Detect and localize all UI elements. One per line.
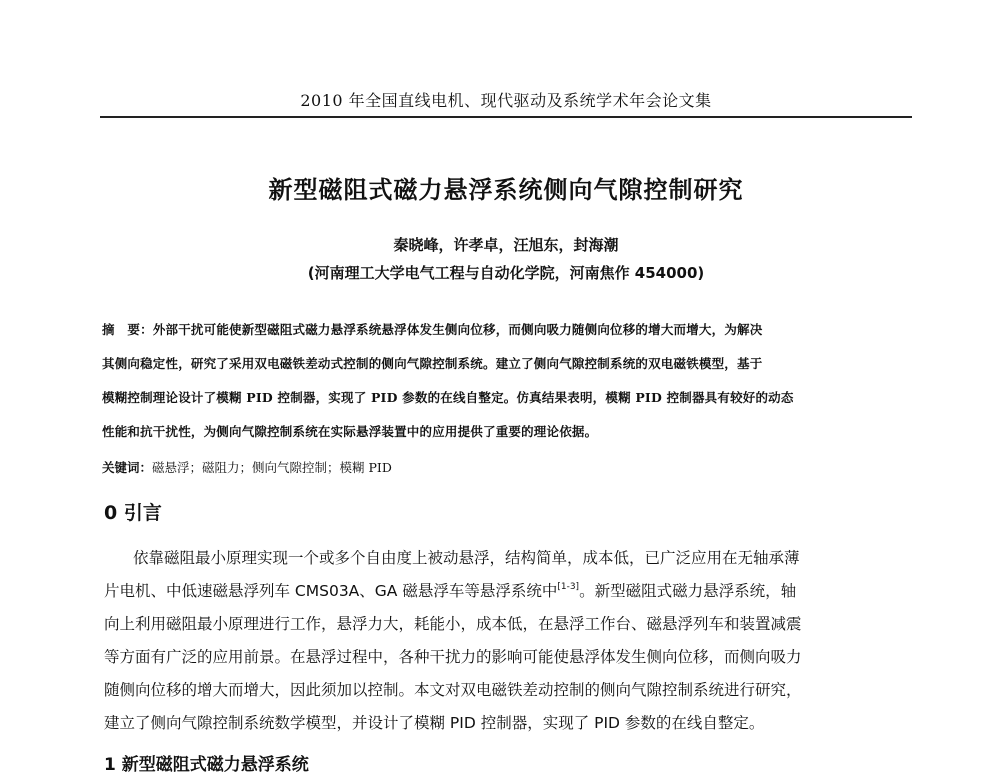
body-line: 等方面有广泛的应用前景。在悬浮过程中，各种干扰力的影响可能使悬浮体发生侧向位移，而侧向吸力 <box>104 648 802 666</box>
abstract-text: 外部干扰可能使新型磁阻式磁力悬浮系统悬浮体发生侧向位移，而侧向吸力随侧向位移的增大而增大，为解决 <box>152 322 763 337</box>
keywords-line <box>102 458 392 476</box>
keywords-text: 磁悬浮；磁阻力；侧向气隙控制；模糊 PID <box>152 460 392 475</box>
section-heading-1: 1 新型磁阻式磁力悬浮系统 <box>104 755 309 775</box>
body-line: 向上利用磁阻最小原理进行工作，悬浮力大，耗能小，成本低，在悬浮工作台、磁悬浮列车和装置减震 <box>104 615 802 633</box>
paper-affiliation: (河南理工大学电气工程与自动化学院，河南焦作 454000) <box>307 264 705 282</box>
section-heading-intro: 0 引言 <box>104 502 162 524</box>
body-line: 建立了侧向气隙控制系统数学模型，并设计了模糊 PID 控制器，实现了 PID 参数的在线自整定。 <box>104 714 765 732</box>
header-rule <box>100 116 912 118</box>
running-header: 2010 年全国直线电机、现代驱动及系统学术年会论文集 <box>300 91 712 110</box>
abstract-line: 模糊控制理论设计了模糊 PID 控制器，实现了 PID 参数的在线自整定。仿真结果表明，模糊 PID 控制器具有较好的动态 <box>102 390 794 405</box>
abstract-label: 摘 要： <box>102 322 153 337</box>
body-line <box>104 579 796 601</box>
keywords-label: 关键词： <box>102 460 153 475</box>
abstract-line <box>102 320 762 338</box>
paper-title: 新型磁阻式磁力悬浮系统侧向气隙控制研究 <box>268 176 744 204</box>
citation: [1-3] <box>557 582 580 592</box>
abstract-line: 其侧向稳定性，研究了采用双电磁铁差动式控制的侧向气隙控制系统。建立了侧向气隙控制系统的双电磁铁模型，基于 <box>102 356 763 371</box>
abstract-line: 性能和抗干扰性，为侧向气隙控制系统在实际悬浮装置中的应用提供了重要的理论依据。 <box>102 424 598 439</box>
body-text: 片电机、中低速磁悬浮列车 CMS03A、GA 磁悬浮车等悬浮系统中 <box>104 582 558 600</box>
body-text: 。新型磁阻式磁力悬浮系统，轴 <box>579 582 797 600</box>
body-line: 依靠磁阻最小原理实现一个或多个自由度上被动悬浮，结构简单，成本低，已广泛应用在无轴承薄 <box>133 549 800 567</box>
body-line: 随侧向位移的增大而增大，因此须加以控制。本文对双电磁铁差动控制的侧向气隙控制系统进行研究， <box>104 681 802 699</box>
paper-authors: 秦晓峰，许孝卓，汪旭东，封海潮 <box>393 236 619 254</box>
